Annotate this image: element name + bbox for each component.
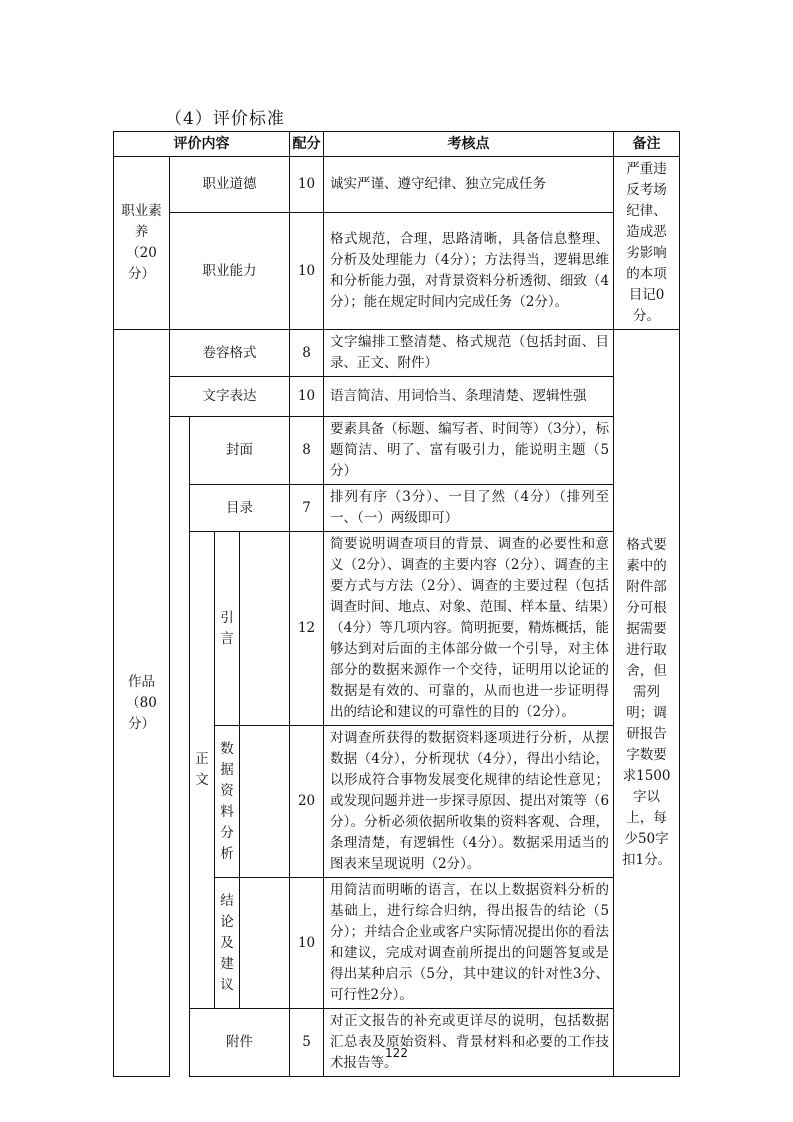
item-desc: 要素具备（标题、编写者、时间等）（3分），标题简洁、明了、富有吸引力，能说明主题（5分）	[324, 417, 614, 485]
item-desc: 排列有序（3分）、一目了然（4分）（排列至一、（一）两级即可）	[324, 485, 614, 532]
item-label: 职业道德	[170, 157, 290, 213]
item-score: 10	[290, 213, 324, 330]
item-desc: 简要说明调查项目的背景、调查的必要性和意义（2分）、调查的主要内容（2分）、调查的主要方式与方法（2分）、调查的主要过程（包括调查时间、地点、对象、范围、样本量、结果）（4分）等几项内容。简明扼要，精炼概括，能够达到对后面的主体部分做一个引导，对主体部分的数据来源作一个交待，证明用以论证的数据是有效的、可靠的，从而也进一步证明得出的结论和建议的可靠性的目的（2分）。	[324, 532, 614, 726]
item-score: 5	[290, 1009, 324, 1077]
item-label: 数 据 资 料 分 析	[215, 726, 240, 878]
item-desc: 格式规范，合理，思路清晰，具备信息整理、分析及处理能力（4分）；方法得当，逻辑思维和分析能力强，对背景资料分析透彻、细致（4分）；能在规定时间内完成任务（2分）。	[324, 213, 614, 330]
table-row	[114, 532, 680, 726]
table-row	[114, 213, 680, 330]
table-row	[114, 330, 680, 377]
item-score: 10	[290, 377, 324, 417]
item-label: 封面	[190, 417, 290, 485]
item-score: 10	[290, 157, 324, 213]
item-score: 10	[290, 878, 324, 1009]
category-qual: 职业素养（20分）	[114, 157, 170, 330]
header-score: 配分	[290, 132, 324, 157]
item-score: 8	[290, 417, 324, 485]
table-row	[114, 377, 680, 417]
remark-work: 格式要素中的附件部分可根据需要进行取舍，但需列明；调研报告字数要求1500字以上，每少50字扣1分。	[614, 330, 680, 1077]
item-label: 目录	[190, 485, 290, 532]
item-score: 8	[290, 330, 324, 377]
item-desc: 语言简洁、用词恰当、条理清楚、逻辑性强	[324, 377, 614, 417]
item-label: 文字表达	[170, 377, 290, 417]
page-number: 122	[385, 1046, 408, 1060]
table-row	[114, 157, 680, 213]
item-score: 20	[290, 726, 324, 878]
item-score: 7	[290, 485, 324, 532]
item-desc: 对正文报告的补充或更详尽的说明，包括数据汇总表及原始资料、背景材料和必要的工作技术报告等。	[324, 1009, 614, 1077]
item-desc: 对调查所获得的数据资料逐项进行分析，从摆数据（4分），分析现状（4分），得出小结论，以形成符合事物发展变化规律的结论性意见；或发现问题并进一步探寻原因、提出对策等（6分）。分析必须依据所收集的资料客观、合理，条理清楚，有逻辑性（4分）。数据采用适当的图表来呈现说明（2分）。	[324, 726, 614, 878]
item-label: 卷容格式	[170, 330, 290, 377]
section-title: （4）评价标准	[165, 109, 285, 129]
header-points: 考核点	[324, 132, 614, 157]
header-remark: 备注	[614, 132, 680, 157]
header-row	[114, 132, 680, 157]
item-desc: 用简洁而明晰的语言，在以上数据资料分析的基础上，进行综合归纳，得出报告的结论（5分）；并结合企业或客户实际情况提出你的看法和建议，完成对调查前所提出的问题答复或是得出某种启示（5分，其中建议的针对性3分、可行性2分）。	[324, 878, 614, 1009]
item-label: 附件	[190, 1009, 290, 1077]
category-work: 作品（80分）	[114, 330, 170, 1077]
item-desc: 诚实严谨、遵守纪律、独立完成任务	[324, 157, 614, 213]
item-label: 引 言	[215, 532, 240, 726]
remark-qual: 严重违反考场纪律、造成恶劣影响的本项目记0分。	[614, 157, 680, 330]
item-label: 职业能力	[170, 213, 290, 330]
table-row	[114, 485, 680, 532]
item-label-body: 正 文	[190, 532, 215, 1009]
table-row	[114, 417, 680, 485]
item-label: 结 论 及 建 议	[215, 878, 240, 1009]
header-content: 评价内容	[114, 132, 290, 157]
table-row	[114, 1009, 680, 1077]
item-desc: 文字编排工整清楚、格式规范（包括封面、目录、正文、附件）	[324, 330, 614, 377]
item-score: 12	[290, 532, 324, 726]
evaluation-table-full	[113, 131, 680, 1077]
